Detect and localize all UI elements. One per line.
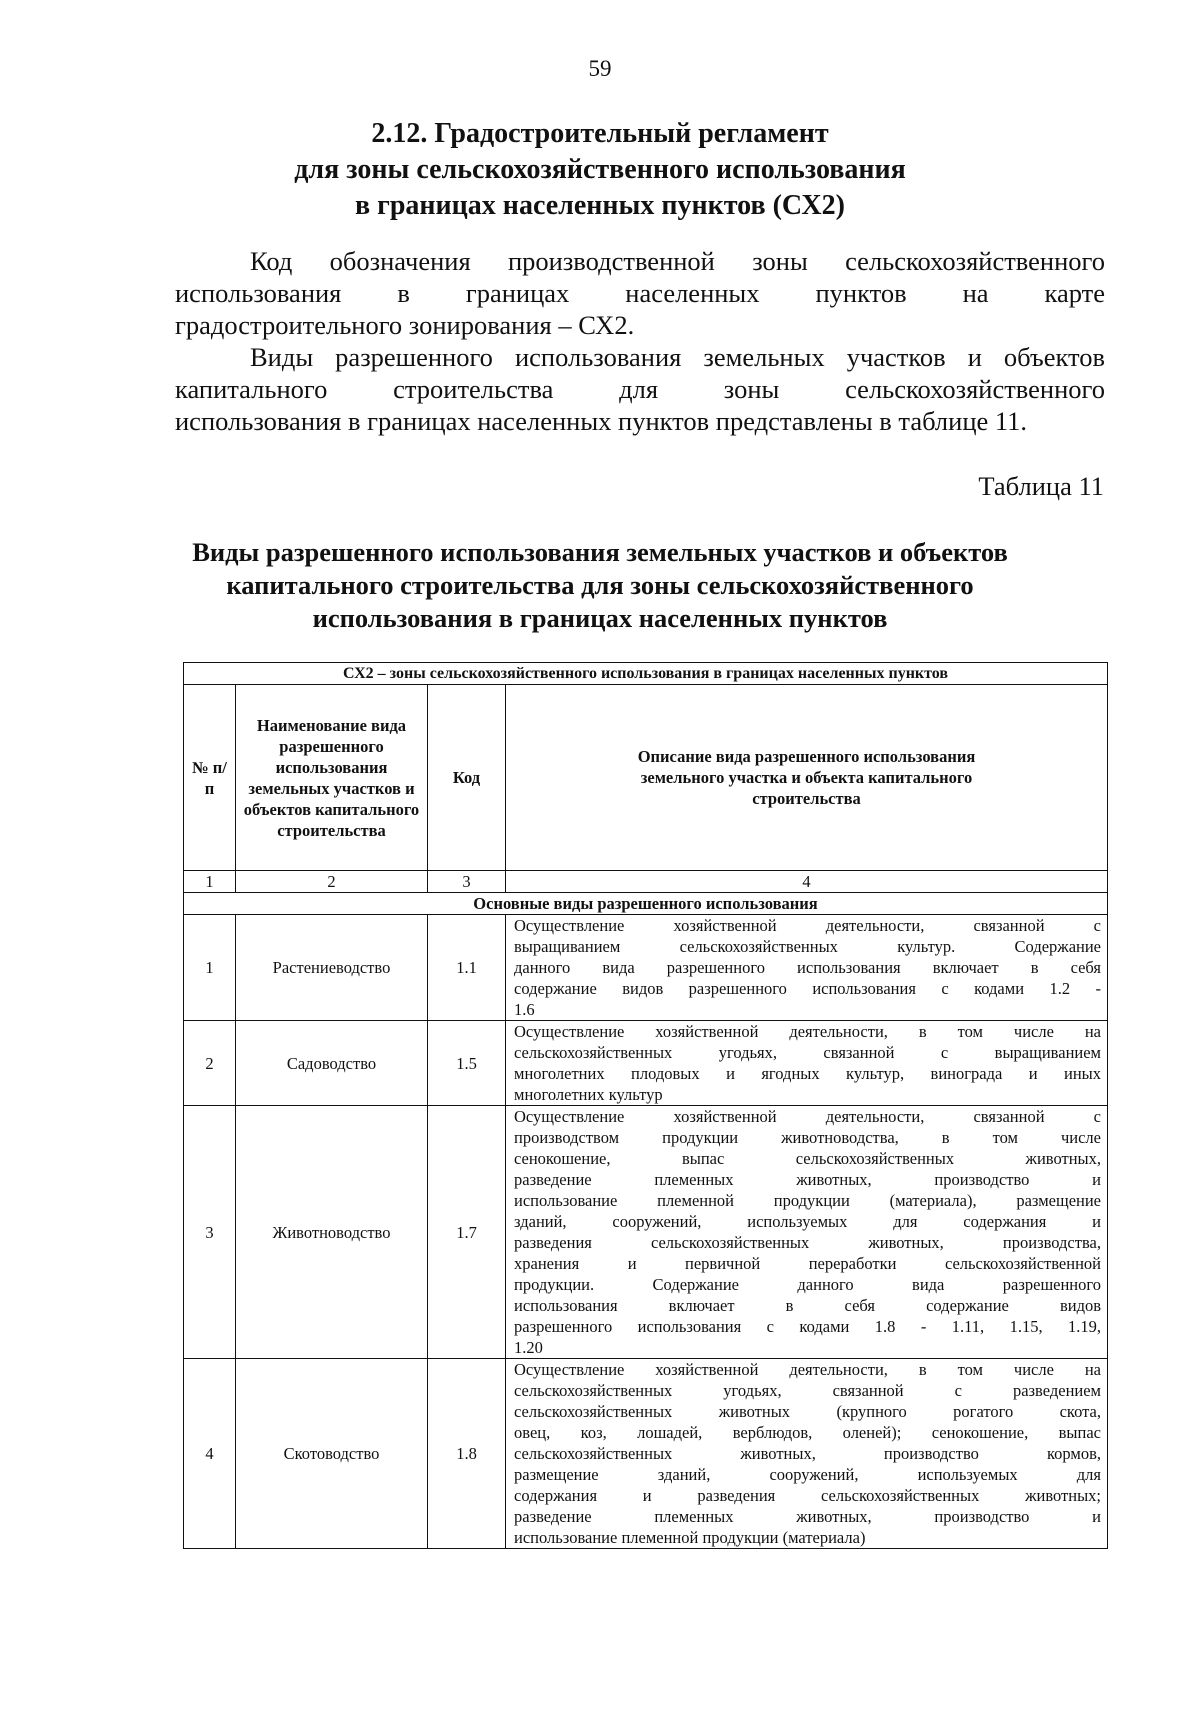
row-number: 4 (184, 1359, 236, 1549)
description-line: разведения сельскохозяйственных животных, производства, (514, 1233, 1101, 1252)
group-header: Основные виды разрешенного использования (184, 893, 1108, 915)
row-number: 3 (184, 1106, 236, 1359)
table-label: Таблица 11 (978, 471, 1104, 501)
row-use-name: Скотоводство (236, 1359, 428, 1549)
paragraph-line: градостроительного зонирования – СХ2. (175, 310, 635, 340)
description-line: 1.6 (514, 1000, 535, 1019)
description-line: сельскохозяйственных животных (крупного рогатого скота, (514, 1402, 1101, 1421)
col-number: 2 (236, 871, 428, 893)
row-description (506, 915, 1108, 1021)
column-header-row (184, 685, 1108, 871)
paragraph-permitted-uses (175, 341, 1105, 437)
description-line: зданий, сооружений, используемых для содержания и (514, 1212, 1101, 1231)
row-code: 1.7 (428, 1106, 506, 1359)
page-number: 59 (588, 56, 612, 81)
row-description (506, 1021, 1108, 1106)
description-line: производством продукции животноводства, в том числе (514, 1128, 1101, 1147)
description-line: сенокошение, выпас сельскохозяйственных животных, (514, 1149, 1101, 1168)
description-line: размещение зданий, сооружений, используемых для (514, 1465, 1101, 1484)
description-line: многолетних плодовых и ягодных культур, винограда и иных (514, 1064, 1101, 1083)
description-line: Осуществление хозяйственной деятельности, связанной с (514, 1107, 1101, 1126)
paragraph-line: использования в границах населенных пунктов представлены в таблице 11. (175, 406, 1028, 436)
col-header-code: Код (428, 685, 506, 871)
row-code: 1.5 (428, 1021, 506, 1106)
paragraph-line: Код обозначения производственной зоны сельскохозяйственного (250, 246, 1105, 276)
row-number: 1 (184, 915, 236, 1021)
zone-header: СХ2 – зоны сельскохозяйственного использования в границах населенных пунктов (184, 663, 1108, 685)
row-description (506, 1359, 1108, 1549)
row-description (506, 1106, 1108, 1359)
table-title (0, 536, 1200, 635)
table-row (184, 1106, 1108, 1359)
table-title-line: капитального строительства для зоны сельскохозяйственного (226, 570, 974, 600)
col-header-desc-text: Описание вида разрешенного использования земельного участка и объекта капитального строительства (637, 747, 976, 808)
row-use-name: Животноводство (236, 1106, 428, 1359)
table-row (184, 915, 1108, 1021)
description-line: сельскохозяйственных угодьях, связанной с разведением (514, 1381, 1101, 1400)
description-line: Осуществление хозяйственной деятельности, в том числе на (514, 1360, 1101, 1379)
group-header-row (184, 893, 1108, 915)
section-title-line: 2.12. Градостроительный регламент (371, 118, 829, 149)
paragraph-zone-code (175, 245, 1105, 341)
section-title-line: для зоны сельскохозяйственного использования (294, 154, 906, 185)
table-title-line: Виды разрешенного использования земельных участков и объектов (192, 537, 1008, 567)
description-line: многолетних культур (514, 1085, 663, 1104)
col-header-name: Наименование вида разрешенного использования земельных участков и объектов капитального строительства (236, 685, 428, 871)
paragraph-line: использования в границах населенных пунктов на карте (175, 278, 1105, 308)
row-use-name: Растениеводство (236, 915, 428, 1021)
row-code: 1.1 (428, 915, 506, 1021)
col-header-desc (506, 685, 1108, 871)
description-line: овец, коз, лошадей, верблюдов, оленей); сенокошение, выпас (514, 1423, 1101, 1442)
description-line: разрешенного использования с кодами 1.8 - 1.11, 1.15, 1.19, (514, 1317, 1101, 1336)
zone-header-row (184, 663, 1108, 685)
table-row (184, 1021, 1108, 1106)
description-line: разведение племенных животных, производство и (514, 1507, 1101, 1526)
col-number: 4 (506, 871, 1108, 893)
row-number: 2 (184, 1021, 236, 1106)
description-line: хранения и первичной переработки сельскохозяйственной (514, 1254, 1101, 1273)
description-line: содержание видов разрешенного использования с кодами 1.2 - (514, 979, 1101, 998)
col-number: 1 (184, 871, 236, 893)
description-line: Осуществление хозяйственной деятельности, в том числе на (514, 1022, 1101, 1041)
description-line: сельскохозяйственных животных, производство кормов, (514, 1444, 1101, 1463)
paragraph-line: капитального строительства для зоны сельскохозяйственного (175, 374, 1105, 404)
col-header-num: № п/п (184, 685, 236, 871)
row-code: 1.8 (428, 1359, 506, 1549)
description-line: 1.20 (514, 1338, 543, 1357)
paragraph-line: Виды разрешенного использования земельных участков и объектов (250, 342, 1105, 372)
permitted-use-table (183, 662, 1108, 1549)
table-row (184, 1359, 1108, 1549)
table-rows (184, 915, 1108, 1549)
description-line: использование племенной продукции (материала) (514, 1528, 866, 1547)
description-line: разведение племенных животных, производство и (514, 1170, 1101, 1189)
description-line: использования включает в себя содержание видов (514, 1296, 1101, 1315)
description-line: Осуществление хозяйственной деятельности, связанной с (514, 916, 1101, 935)
section-title-line: в границах населенных пунктов (СХ2) (355, 190, 845, 221)
table-title-line: использования в границах населенных пунктов (312, 603, 888, 633)
description-line: сельскохозяйственных угодьях, связанной с выращиванием (514, 1043, 1101, 1062)
description-line: выращиванием сельскохозяйственных культур. Содержание (514, 937, 1101, 956)
description-line: продукции. Содержание данного вида разрешенного (514, 1275, 1101, 1294)
description-line: содержания и разведения сельскохозяйственных животных; (514, 1486, 1101, 1505)
description-line: данного вида разрешенного использования включает в себя (514, 958, 1101, 977)
col-number: 3 (428, 871, 506, 893)
row-use-name: Садоводство (236, 1021, 428, 1106)
section-title (0, 116, 1200, 224)
column-number-row (184, 871, 1108, 893)
description-line: использование племенной продукции (материала), размещение (514, 1191, 1101, 1210)
